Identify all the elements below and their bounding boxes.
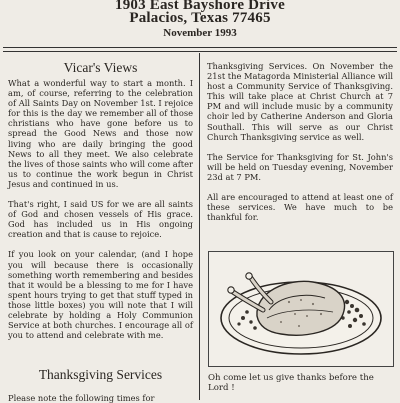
issue-date: November 1993	[163, 27, 237, 39]
left-paragraph: If you look on your calendar, (and I hope you will because there is occasionally something worth remembering and besides that it would be a blessing to me for I have spent hours trying to get that stuff typed in those little boxes) you will note that I will celebrate by holding a Holy Communion Service at both churches. I encourage all of you to attend and celebrate with me.	[8, 249, 193, 341]
left-paragraph: What a wonderful way to start a month. I am, of course, referring to the celebration of All Saints Day on November 1st. I rejoice for this is the day we remember all of those christians who have gone before us to spread the Good News and those now living who are daily bringing the good News to all they meet. We also celebrate the lives of those saints who will come after us to continue the work begun in Christ Jesus and continued in us.	[8, 78, 193, 189]
roast-turkey-icon	[209, 252, 393, 366]
thanksgiving-services-heading: Thanksgiving Services	[38, 367, 163, 382]
left-column-tail-text: Please note the following times for	[8, 393, 155, 403]
city-line: Palacios, Texas 77465	[129, 10, 271, 26]
right-paragraph: Thanksgiving Services. On November the 21st the Matagorda Ministerial Alliance will host a Community Service of Thanksgiving. This will take place at Christ Church at 7 PM and will include music by a community choir led by Catherine Anderson and Gloria Southall. This will serve as our Christ Church Thanksgiving service as well.	[207, 61, 393, 142]
column-divider	[199, 53, 200, 400]
masthead	[0, 0, 400, 40]
right-paragraph: The Service for Thanksgiving for St. John's will be held on Tuesday evening, November 23d at 7 PM.	[207, 151, 393, 182]
closing-line: Oh come let us give thanks before the Lord !	[208, 373, 374, 394]
masthead-rule-top	[3, 47, 397, 48]
address-line: 1903 East Bayshore Drive	[115, 0, 285, 13]
right-paragraph: All are encouraged to attend at least one of these services. We have much to be thankful for.	[207, 192, 393, 223]
left-column	[8, 78, 193, 350]
right-column	[207, 61, 393, 232]
masthead-rule-bottom	[3, 51, 397, 52]
vicars-views-heading: Vicar's Views	[63, 60, 138, 75]
left-paragraph: That's right, I said US for we are all saints of God and chosen vessels of His grace. God has included us in His ongoing creation and that is cause to rejoice.	[8, 199, 193, 240]
turkey-illustration-frame	[208, 251, 394, 367]
